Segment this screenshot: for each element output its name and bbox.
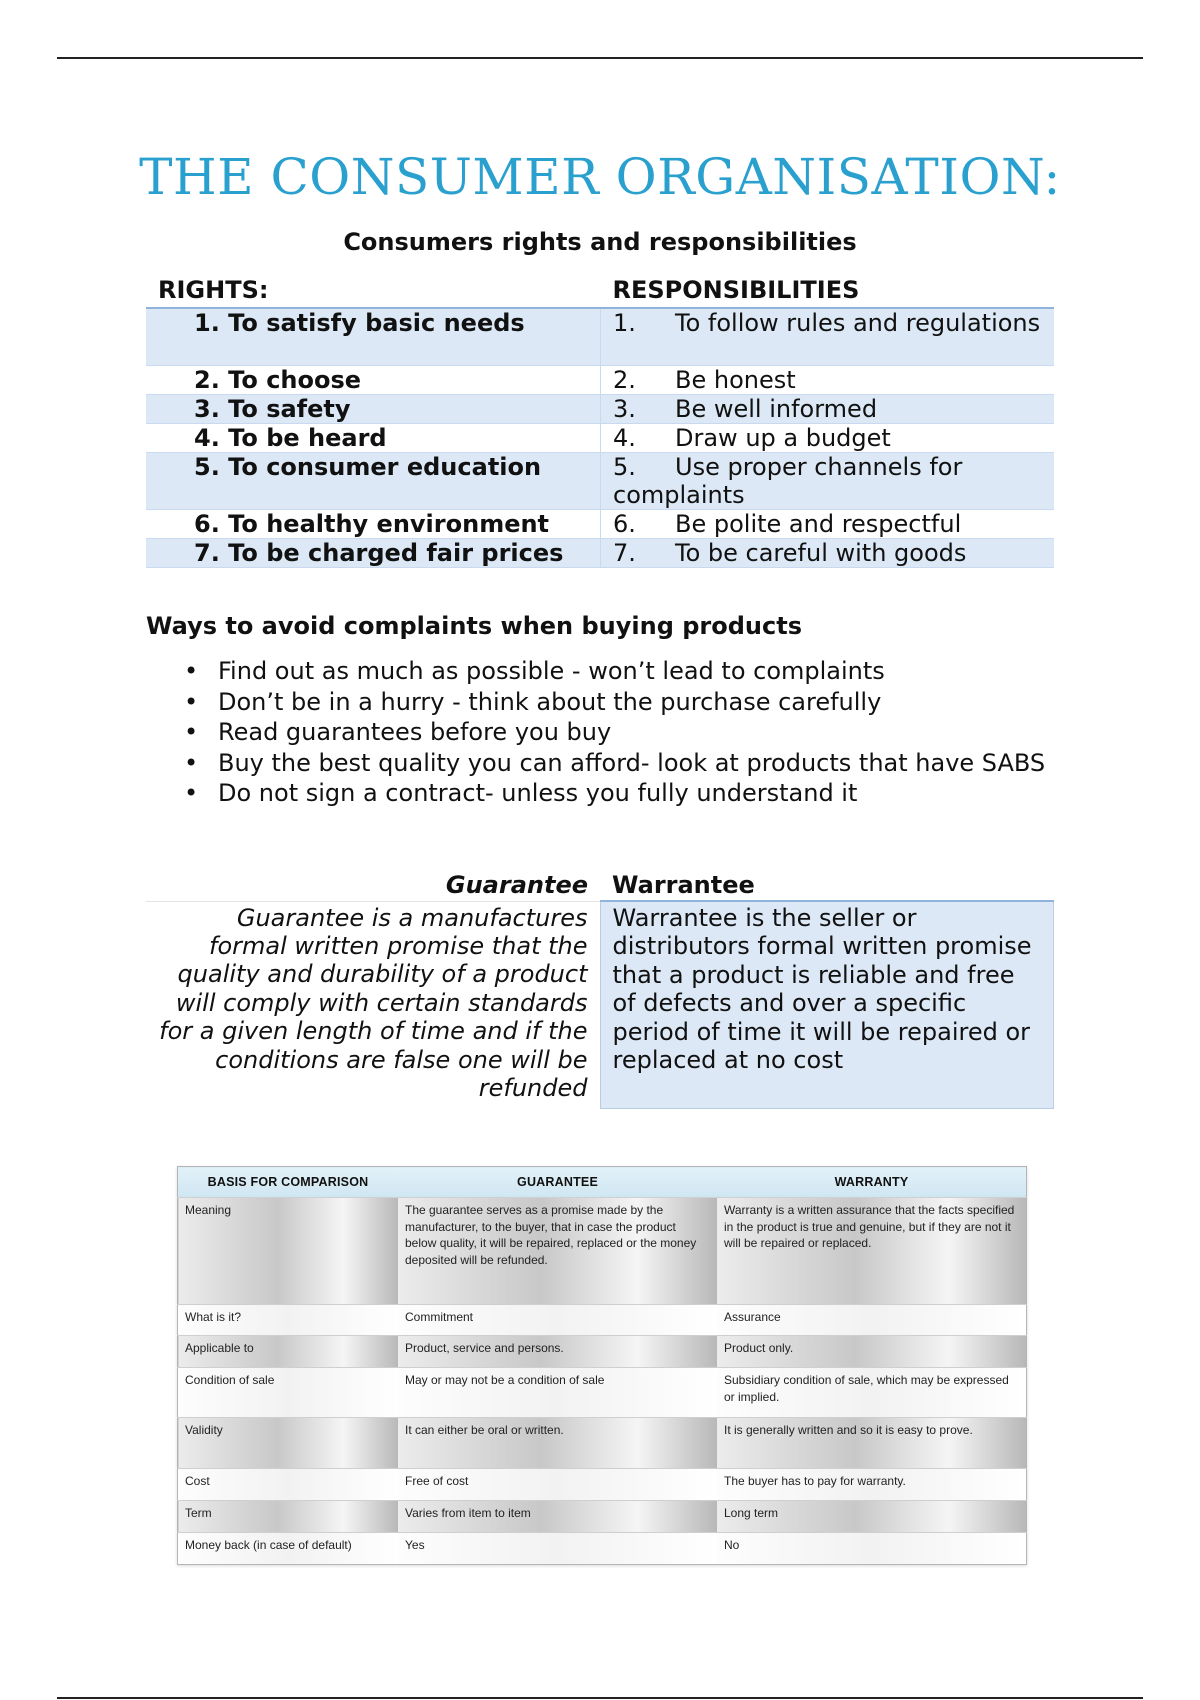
comparison-guarantee: May or may not be a condition of sale: [398, 1368, 717, 1418]
bottom-rule: [57, 1697, 1143, 1699]
table-row: [178, 1501, 1027, 1533]
comparison-table: [177, 1166, 1027, 1565]
responsibility-number: 5.: [613, 452, 636, 481]
warrantee-header: Warrantee: [600, 870, 1054, 901]
comparison-warranty: No: [717, 1533, 1027, 1565]
table-row: [146, 509, 1054, 538]
comparison-basis: Cost: [178, 1469, 399, 1501]
responsibility-text: Draw up a budget: [675, 423, 891, 452]
comparison-warranty: Warranty is a written assurance that the facts specified in the product is true and genuine, but if they are not it will be repaired or replaced.: [717, 1198, 1027, 1305]
guarantee-header: Guarantee: [146, 870, 600, 901]
responsibility-number: 6.: [613, 509, 636, 538]
list-item: • Don’t be in a hurry - think about the purchase carefully: [184, 687, 1045, 718]
responsibility-text: Be polite and respectful: [675, 509, 962, 538]
comparison-basis: Applicable to: [178, 1336, 399, 1368]
table-row: [146, 538, 1054, 567]
responsibility-item: [601, 423, 1055, 452]
table-row: [146, 365, 1054, 394]
responsibility-number: 7.: [613, 538, 636, 567]
list-item: • Buy the best quality you can afford- look at products that have SABS: [184, 748, 1045, 779]
comparison-guarantee: Product, service and persons.: [398, 1336, 717, 1368]
comparison-basis: Meaning: [178, 1198, 399, 1305]
comparison-guarantee: Commitment: [398, 1305, 717, 1336]
responsibility-text: To be careful with goods: [675, 538, 967, 567]
responsibility-item: [601, 538, 1055, 567]
list-item: • Find out as much as possible - won’t lead to complaints: [184, 656, 1045, 687]
table-row: [146, 394, 1054, 423]
responsibility-number: 1.: [613, 309, 636, 337]
comparison-warranty: Long term: [717, 1501, 1027, 1533]
responsibility-number: 4.: [613, 423, 636, 452]
comparison-warranty: Subsidiary condition of sale, which may be expressed or implied.: [717, 1368, 1027, 1418]
comparison-header-warranty: WARRANTY: [717, 1167, 1027, 1198]
comparison-basis: Term: [178, 1501, 399, 1533]
guarantee-warrantee-table: [146, 870, 1054, 1109]
responsibility-text: Be well informed: [675, 394, 878, 423]
responsibility-item: [601, 308, 1055, 365]
top-rule: [57, 57, 1143, 59]
comparison-guarantee: Varies from item to item: [398, 1501, 717, 1533]
comparison-basis: Validity: [178, 1418, 399, 1469]
comparison-warranty: Product only.: [717, 1336, 1027, 1368]
responsibilities-header: RESPONSIBILITIES: [601, 273, 1055, 308]
comparison-basis: Condition of sale: [178, 1368, 399, 1418]
table-row: [178, 1336, 1027, 1368]
table-row: [178, 1418, 1027, 1469]
comparison-header-guarantee: GUARANTEE: [398, 1167, 717, 1198]
table-row: [178, 1198, 1027, 1305]
ways-list: [184, 656, 1045, 809]
comparison-warranty: Assurance: [717, 1305, 1027, 1336]
right-item: 6. To healthy environment: [146, 509, 601, 538]
ways-heading: Ways to avoid complaints when buying products: [146, 612, 803, 640]
warrantee-definition: Warrantee is the seller or distributors formal written promise that a product is reliable and free of defects and over a specific period of time it will be repaired or replaced at no cost: [600, 901, 1054, 1108]
table-row: [146, 308, 1054, 365]
right-item: 3. To safety: [146, 394, 601, 423]
table-row: [146, 901, 1054, 1108]
right-item: 7. To be charged fair prices: [146, 538, 601, 567]
responsibility-item: [601, 509, 1055, 538]
rights-header: RIGHTS:: [146, 273, 601, 308]
comparison-warranty: It is generally written and so it is easy to prove.: [717, 1418, 1027, 1469]
right-item: 5. To consumer education: [146, 452, 601, 509]
table-row: [146, 423, 1054, 452]
page-title: THE CONSUMER ORGANISATION:: [139, 148, 1061, 206]
responsibility-item: [601, 365, 1055, 394]
comparison-guarantee: The guarantee serves as a promise made by the manufacturer, to the buyer, that in case the product below quality, it will be repaired, replaced or the money deposited will be refunded.: [398, 1198, 717, 1305]
responsibility-number: 3.: [613, 394, 636, 423]
comparison-header-basis: BASIS FOR COMPARISON: [178, 1167, 399, 1198]
responsibility-text: Be honest: [675, 365, 796, 394]
comparison-warranty: The buyer has to pay for warranty.: [717, 1469, 1027, 1501]
page-subtitle: Consumers rights and responsibilities: [343, 228, 857, 256]
responsibility-item: [601, 452, 1055, 509]
rights-responsibilities-table: [146, 273, 1054, 568]
guarantee-definition: Guarantee is a manufactures formal written promise that the quality and durability of a product will comply with certain standards for a given length of time and if the conditions are false one will be refunded: [159, 903, 588, 1102]
comparison-guarantee: Free of cost: [398, 1469, 717, 1501]
responsibility-text: Use proper channels for complaints: [613, 452, 963, 509]
right-item: 4. To be heard: [146, 423, 601, 452]
right-item: 1. To satisfy basic needs: [146, 308, 601, 365]
table-row: [178, 1533, 1027, 1565]
responsibility-item: [601, 394, 1055, 423]
comparison-guarantee: It can either be oral or written.: [398, 1418, 717, 1469]
table-row: [178, 1368, 1027, 1418]
right-item: 2. To choose: [146, 365, 601, 394]
responsibility-text: To follow rules and regulations: [675, 309, 1041, 337]
responsibility-number: 2.: [613, 365, 636, 394]
comparison-basis: What is it?: [178, 1305, 399, 1336]
table-row: [178, 1305, 1027, 1336]
list-item: • Read guarantees before you buy: [184, 717, 1045, 748]
table-row: [178, 1469, 1027, 1501]
comparison-guarantee: Yes: [398, 1533, 717, 1565]
comparison-basis: Money back (in case of default): [178, 1533, 399, 1565]
list-item: • Do not sign a contract- unless you fully understand it: [184, 778, 1045, 809]
table-row: [146, 452, 1054, 509]
